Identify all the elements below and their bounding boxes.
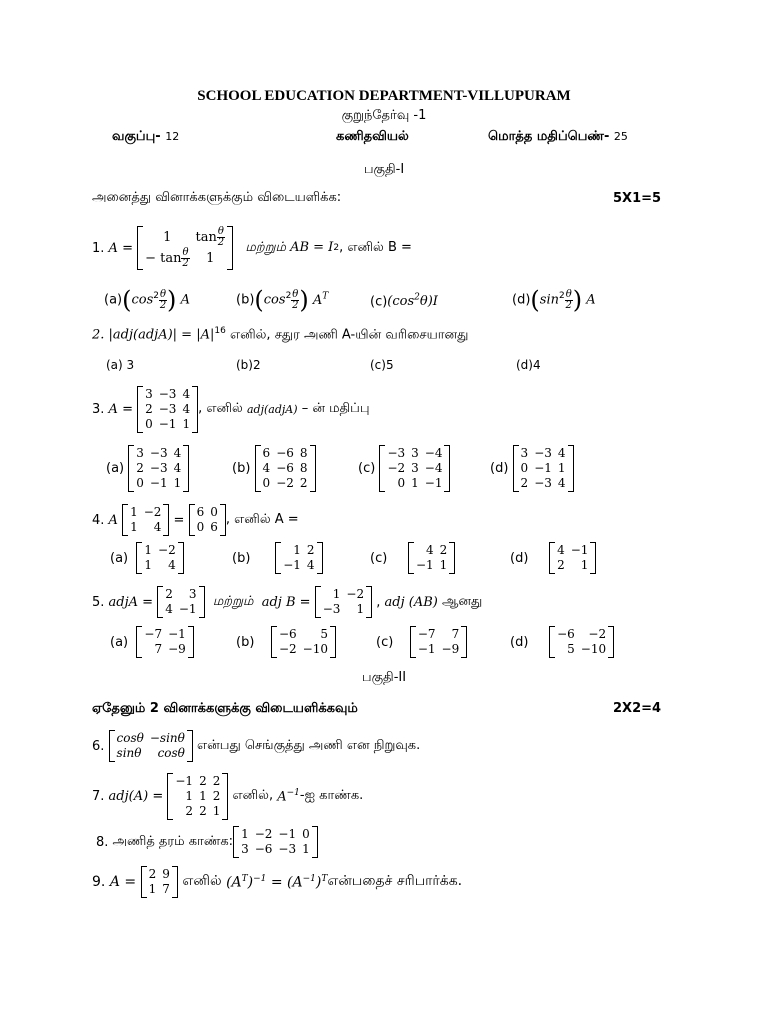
q1-option-c: $(c)(\cos^2\theta)I$ bbox=[370, 293, 438, 310]
question-6: 6. cosθ −sinθ sinθ cosθ என்பது செங்குத்து அணி என நிறுவுக. bbox=[92, 731, 421, 760]
question-8: 8. அணித் தரம் காண்க: 1 −2 −1 0 3 −6 −3 1 bbox=[96, 824, 318, 860]
q1-option-a: $(a)(\cos^2$ $\frac{\theta}{2}$ ) A bbox=[104, 286, 190, 314]
q4-option-d: (d) 4 −1 2 1 bbox=[510, 542, 596, 574]
q5-option-d: (d) −6 −2 5 −10 bbox=[510, 626, 614, 658]
question-5: 5. adjA = 2 3 4 −1 மற்றும் adj B = 1 −2 −3 1 , adj (AB) ஆனது bbox=[92, 587, 483, 616]
question-2: 2. |adj(adjA)| = $|A|^{16}$ எனில், சதுர அணி A-யின் வரிசையானது bbox=[92, 326, 469, 343]
q5-option-c: (c) −7 7 −1 −9 bbox=[376, 626, 467, 658]
q3-option-b: (b) 6 −6 8 4 −6 8 0 −2 2 bbox=[232, 445, 316, 492]
part-2-title: பகுதி-II bbox=[361, 670, 407, 685]
q1-option-d: $(d)(\sin^2$ $\frac{\theta}{2}$ ) A bbox=[512, 286, 596, 314]
q3-matrix: 3 −3 4 2 −3 4 0 −1 1 bbox=[137, 386, 198, 433]
question-3: 3. A = 3 −3 4 2 −3 4 0 −1 1 , எனில் adj(adjA) – ன் மதிப்பு bbox=[92, 386, 370, 431]
q3-option-c: (c) −3 3 −4 −2 3 −4 0 1 −1 bbox=[358, 445, 450, 492]
part-1-title: பகுதி-I bbox=[363, 162, 405, 177]
question-7: 7. adj(A) = −1 2 2 1 1 2 2 2 1 எனில், $A^{-1}$ -ஐ காண்க. bbox=[92, 773, 364, 818]
q2-option-a: (a) 3 bbox=[106, 358, 135, 372]
q4-option-a: (a) 1 −2 1 4 bbox=[110, 542, 184, 574]
part-2-instruction: ஏதேனும் 2 வினாக்களுக்கு விடையளிக்கவும் bbox=[92, 701, 358, 716]
q3-option-d: (d) 3 −3 4 0 −1 1 2 −3 4 bbox=[490, 445, 574, 492]
q1-matrix: 1 tan $\frac{\theta}{2}$ − tan $\frac{\theta}{2}$ 1 bbox=[137, 226, 233, 270]
test-name: குறுந்தேர்வு -1 bbox=[341, 108, 427, 123]
q5-option-a: (a) −7 −1 7 −9 bbox=[110, 626, 194, 658]
q1-option-b: $(b)(\cos^2$ $\frac{\theta}{2}$ ) $A^T$ bbox=[236, 286, 329, 314]
department-title: SCHOOL EDUCATION DEPARTMENT-VILLUPURAM bbox=[197, 88, 571, 104]
q4-option-b: (b) 1 2 −1 4 bbox=[232, 542, 323, 574]
q4-option-c: (c) 4 2 −1 1 bbox=[370, 542, 455, 574]
q3-option-a: (a) 3 −3 4 2 −3 4 0 −1 1 bbox=[106, 445, 189, 492]
question-1: 1. A = 1 tan $\frac{\theta}{2}$ − tan $\frac{\theta}{2}$ 1 மற்றும் AB = I 2 , எனில் B = bbox=[92, 226, 412, 269]
part-1-marks: 5X1=5 bbox=[613, 191, 662, 206]
q2-option-b: (b)2 bbox=[236, 358, 261, 372]
marks-label: மொத்த மதிப்பெண்- 25 bbox=[488, 129, 628, 144]
subject-label: கணிதவியல் bbox=[336, 129, 409, 144]
class-label: வகுப்பு- 12 bbox=[112, 129, 180, 144]
q5-option-b: (b) −6 5 −2 −10 bbox=[236, 626, 336, 658]
question-4: 4. A 1 −2 1 4 = 6 0 0 6 , எனில் A = bbox=[92, 505, 299, 534]
q2-option-d: (d)4 bbox=[516, 358, 541, 372]
part-2-marks: 2X2=4 bbox=[613, 701, 662, 716]
part-1-instruction: அனைத்து வினாக்களுக்கும் விடையளிக்க: bbox=[92, 190, 342, 205]
q2-option-c: (c)5 bbox=[370, 358, 394, 372]
question-9: 9. A = 2 9 1 7 எனில் $(A^T)^{-1} = (A^{-1})^T$ என்பதைச் சரிபார்க்க. bbox=[92, 867, 463, 896]
